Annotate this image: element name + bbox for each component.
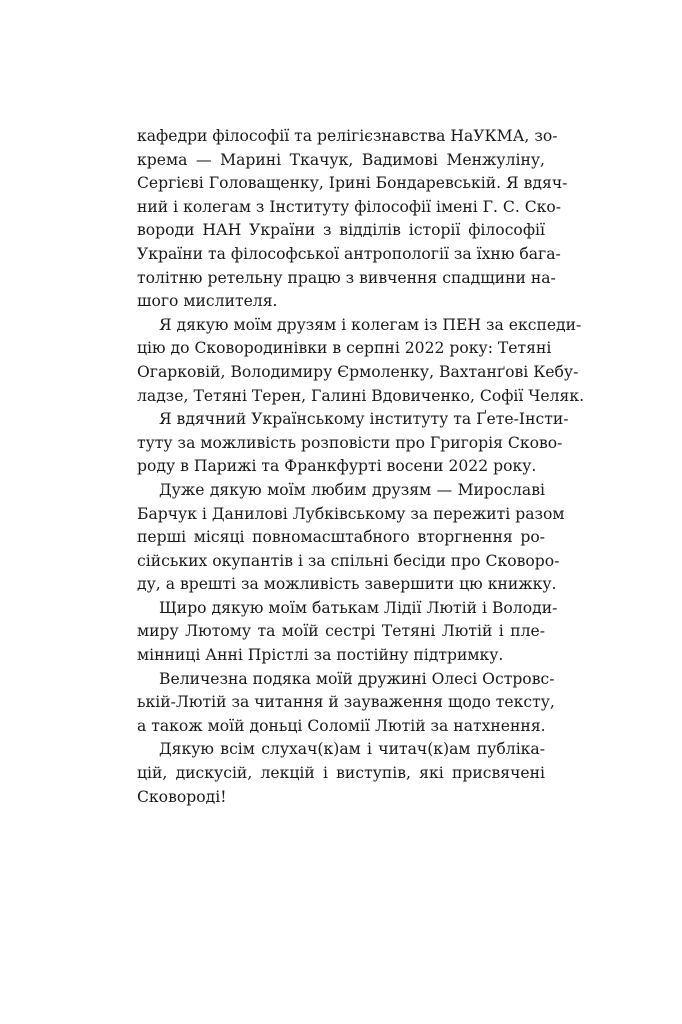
text-line: туту за можливість розповісти про Григорія Сково- [137, 433, 563, 452]
text-line: а також моїй доньці Соломії Лютій за натхнення. [137, 716, 546, 735]
text-line: цій, дискусій, лекцій і виступів, які присвячені [137, 764, 545, 783]
text-line: ний і колегам з Інституту філософії імені Г. С. Ско- [137, 197, 562, 216]
text-line: толітню ретельну працю з вивчення спадщини на- [137, 268, 556, 287]
text-line: ькій-Лютій за читання й зауваження щодо тексту, [137, 693, 555, 712]
paragraph-first-line: Величезна подяка моїй дружині Олесі Островс- [159, 669, 555, 688]
text-line: шого мислителя. [137, 292, 278, 311]
text-line: перші місяці повномасштабного вторгнення ро- [137, 528, 545, 547]
text-line: кафедри філософії та релігієзнавства НаУКМА, зо- [137, 127, 558, 145]
text-line: мінниці Анні Прістлі за постійну підтримку. [137, 646, 504, 665]
text-line: Барчук і Данилові Лубківському за пережиті разом [137, 504, 565, 523]
text-line: крема — Марині Ткачук, Вадимові Менжуліну, [137, 150, 545, 169]
text-line: вороди НАН України з відділів історії філософії [137, 221, 545, 240]
acknowledgements-text [137, 125, 585, 809]
paragraph-first-line: Щиро дякую моїм батькам Лідії Лютій і Володи- [159, 598, 558, 617]
text-line: миру Лютому та моїй сестрі Тетяні Лютій і пле- [137, 622, 545, 641]
text-line: України та філософської антропології за їхню бага- [137, 244, 561, 263]
text-line: цію до Сковородинівки в серпні 2022 року: Тетяні [137, 339, 552, 358]
text-line: Огарковій, Володимиру Єрмоленку, Вахтанґові Кебу- [137, 362, 579, 381]
paragraph-first-line: Я вдячний Українському інституту та Ґете-Інсти- [159, 410, 569, 429]
text-line: сійських окупантів і за спільні бесіди про Сковоро- [137, 551, 560, 570]
text-line: Сковороді! [137, 787, 227, 806]
paragraph-first-line: Я дякую моїм друзям і колегам із ПЕН за експеди- [159, 315, 582, 334]
paragraph-first-line: Дякую всім слухач(к)ам і читач(к)ам публіка- [159, 740, 545, 759]
text-line: Сергієві Головащенку, Ірині Бондаревській. Я вдяч- [137, 174, 568, 193]
text-line: роду в Парижі та Франкфурті восени 2022 року. [137, 457, 537, 476]
paragraph-first-line: Дуже дякую моїм любим друзям — Мирославі [159, 480, 545, 499]
text-line: ду, а врешті за можливість завершити цю книжку. [137, 575, 557, 594]
text-line: ладзе, Тетяні Терен, Галині Вдовиченко, Софії Челяк. [137, 386, 585, 405]
